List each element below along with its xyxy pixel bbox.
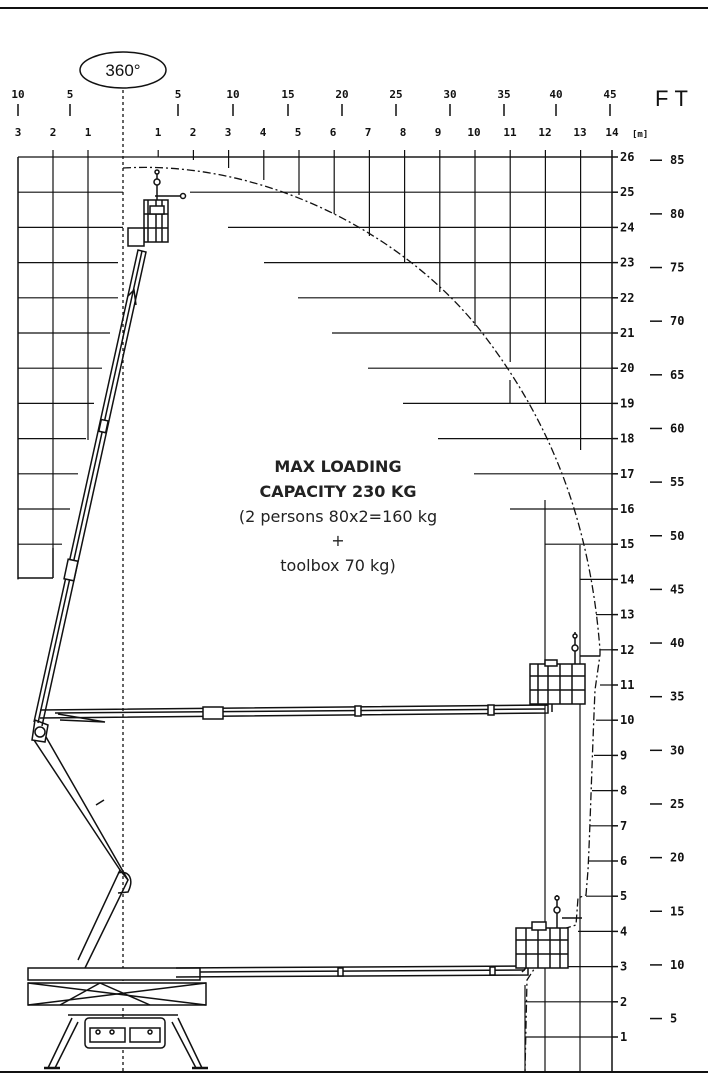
- height-meter-label: 16: [620, 502, 635, 516]
- platform-low: [516, 895, 582, 968]
- top-axis-feet-label: 20: [335, 88, 349, 101]
- height-meter-label: 8: [620, 783, 628, 798]
- top-axis-feet-label: 40: [549, 88, 563, 101]
- capacity-title-line2: CAPACITY 230 KG: [259, 482, 417, 501]
- height-meter-label: 2: [620, 994, 628, 1009]
- knuckle-boom: [32, 720, 131, 968]
- height-feet-label: 75: [670, 260, 685, 275]
- capacity-note-line3: toolbox 70 kg): [280, 556, 396, 575]
- main-boom-horizontal-low: [176, 962, 532, 977]
- top-axis-meter-label: 6: [329, 126, 337, 139]
- height-meter-label: 1: [620, 1030, 628, 1044]
- height-feet-label: 15: [670, 904, 685, 919]
- top-axis-meter-label: 3: [224, 126, 232, 139]
- top-axis-meter-label: 3: [14, 126, 22, 139]
- main-boom-horizontal-mid: [40, 696, 552, 722]
- height-feet-label: 30: [670, 743, 685, 758]
- platform-mid: [530, 632, 600, 704]
- height-feet-label: 55: [670, 475, 685, 490]
- top-axis-feet-label: 30: [443, 88, 457, 101]
- rotation-label: 360°: [105, 61, 141, 80]
- height-meter-label: 15: [620, 537, 635, 552]
- top-axis-feet-label: 15: [281, 88, 295, 101]
- height-meter-label: 25: [620, 185, 635, 200]
- height-meter-label: 14: [620, 572, 635, 587]
- height-feet-label: 60: [670, 421, 685, 436]
- height-feet-label: 20: [670, 850, 685, 865]
- height-feet-label: 35: [670, 689, 685, 704]
- top-axis-meter-label: 2: [189, 126, 197, 139]
- height-meter-label: 22: [620, 290, 635, 305]
- height-feet-label: 25: [670, 796, 685, 811]
- machine-base: [28, 968, 208, 1068]
- height-meter-label: 13: [620, 607, 635, 622]
- height-axis-meters: [612, 150, 634, 1044]
- top-axis-meter-label: 2: [49, 126, 57, 139]
- top-axis-feet-label: 5: [66, 88, 74, 101]
- height-meter-label: 12: [620, 642, 635, 657]
- top-axis-meter-label: 7: [364, 126, 372, 139]
- height-meter-label: 6: [620, 854, 628, 868]
- capacity-note-line1: (2 persons 80x2=160 kg: [238, 507, 438, 526]
- main-boom-vertical: [34, 250, 146, 726]
- height-meter-label: 7: [620, 818, 628, 833]
- height-feet-label: 80: [670, 206, 685, 221]
- height-meter-label: 9: [620, 748, 628, 763]
- height-meter-label: 24: [620, 220, 635, 235]
- top-axis-meter-label: 11: [503, 126, 517, 139]
- top-axis-meter-label: 9: [434, 126, 442, 139]
- top-axis-meter-label: 8: [399, 126, 407, 139]
- height-feet-label: 5: [670, 1011, 678, 1026]
- height-meter-label: 3: [620, 959, 628, 974]
- top-axis-meter-label: 4: [259, 126, 267, 139]
- height-axis-feet: [650, 153, 684, 1025]
- top-axis-feet-label: 10: [11, 88, 25, 101]
- top-axis-feet: [11, 88, 616, 116]
- height-meter-label: 10: [620, 713, 635, 728]
- top-axis-feet-label: 45: [603, 88, 617, 101]
- meter-unit-label: [m]: [632, 130, 649, 140]
- top-axis-meter-label: 5: [294, 126, 302, 139]
- height-meter-label: 20: [620, 361, 635, 376]
- top-axis-meter-label: 1: [84, 126, 92, 139]
- height-meter-label: 26: [620, 150, 635, 164]
- capacity-note-line2: +: [331, 531, 345, 550]
- capacity-title-line1: MAX LOADING: [274, 457, 402, 476]
- top-axis-meter-label: 13: [573, 126, 587, 139]
- height-meter-label: 23: [620, 255, 635, 270]
- top-axis-meters: [15, 126, 619, 139]
- top-axis-meter-label: 10: [467, 126, 481, 139]
- feet-unit-label: FT: [655, 86, 694, 111]
- height-feet-label: 10: [670, 957, 685, 972]
- height-meter-label: 11: [620, 678, 635, 692]
- height-feet-label: 65: [670, 367, 685, 382]
- top-axis-feet-label: 10: [226, 88, 240, 101]
- platform-top: [128, 170, 186, 246]
- height-meter-label: 5: [620, 889, 628, 904]
- top-axis-feet-label: 25: [389, 88, 403, 101]
- height-feet-label: 85: [670, 153, 685, 168]
- height-feet-label: 40: [670, 636, 685, 651]
- top-axis-feet-label: 35: [497, 88, 511, 101]
- capacity-note: [239, 457, 437, 575]
- top-axis-meter-label: 1: [154, 126, 162, 139]
- height-feet-label: 70: [670, 314, 685, 329]
- top-axis-meter-label: 12: [538, 126, 552, 139]
- height-meter-label: 18: [620, 431, 635, 446]
- rotation-badge: [80, 52, 166, 88]
- height-feet-label: 50: [670, 528, 685, 543]
- height-meter-label: 21: [620, 326, 635, 340]
- height-meter-label: 17: [620, 466, 635, 481]
- height-meter-label: 4: [620, 924, 628, 939]
- top-axis-feet-label: 5: [174, 88, 182, 101]
- top-axis-meter-label: 14: [605, 126, 619, 139]
- height-feet-label: 45: [670, 582, 685, 597]
- height-meter-label: 19: [620, 396, 635, 411]
